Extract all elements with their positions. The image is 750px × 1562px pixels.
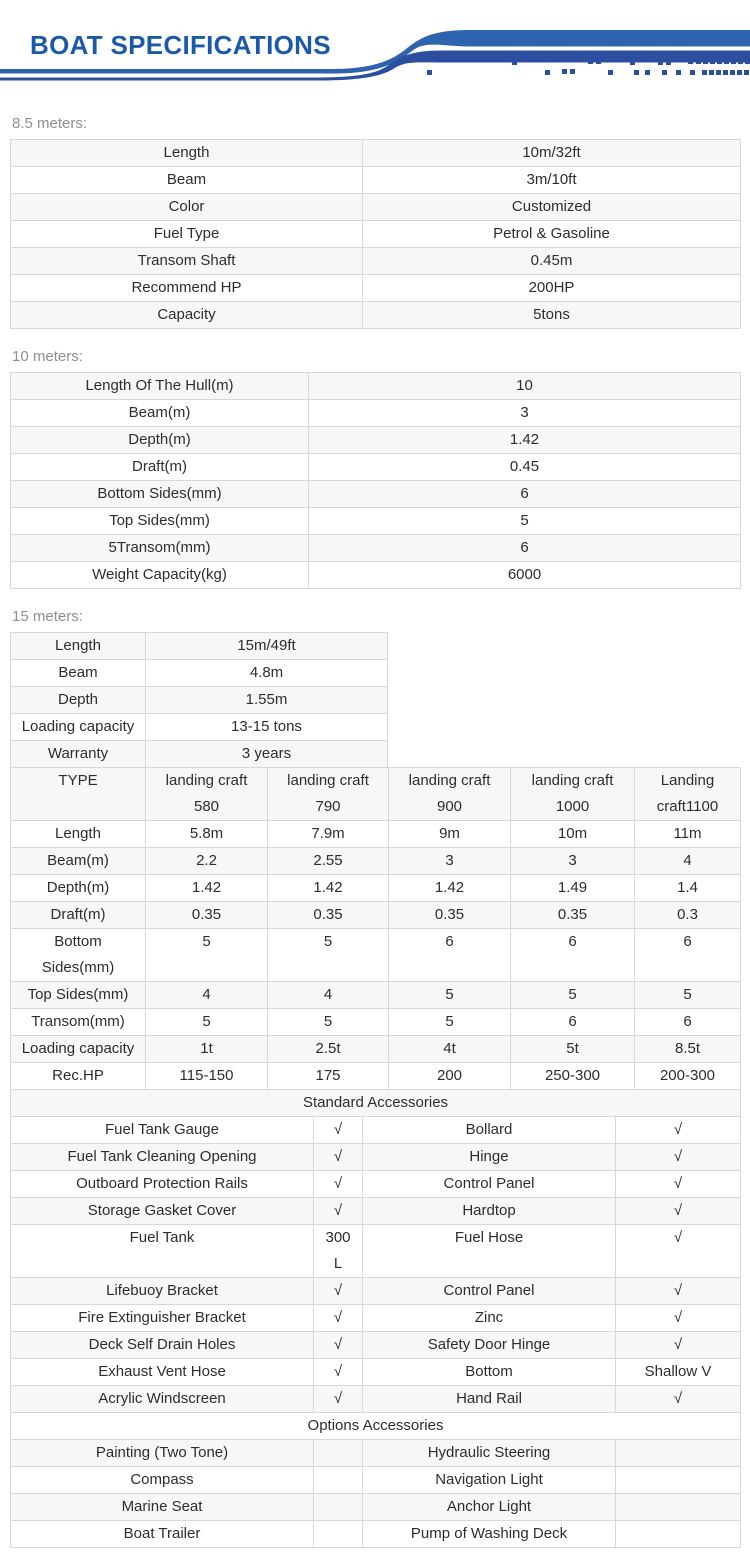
row-value-cell: Petrol & Gasoline [363, 221, 741, 248]
row-value-cell: 3 years [146, 741, 388, 768]
row-value-cell: 2.5t [268, 1036, 389, 1063]
table-row [11, 1494, 741, 1521]
row-label-cell: Loading capacity [11, 714, 146, 741]
table-row [11, 248, 741, 275]
table-row [11, 875, 741, 902]
table-row [11, 1036, 741, 1063]
row-value-cell: 5 [146, 1009, 268, 1036]
row-value-cell: 0.35 [511, 902, 635, 929]
spec-table-8-5-meters [10, 139, 741, 329]
table-row [11, 1225, 741, 1278]
row-value-cell: 115-150 [146, 1063, 268, 1090]
row-label-cell: 5Transom(mm) [11, 535, 309, 562]
row-value-cell: √ [616, 1386, 741, 1413]
table-row [11, 1171, 741, 1198]
row-value-cell: 200HP [363, 275, 741, 302]
row-label-cell: Beam(m) [11, 400, 309, 427]
table-row [11, 1332, 741, 1359]
row-value-cell: 6 [309, 535, 741, 562]
row-value-cell: 3m/10ft [363, 167, 741, 194]
row-label-cell: Length Of The Hull(m) [11, 373, 309, 400]
row-value-cell: Hinge [363, 1144, 616, 1171]
row-value-cell: √ [314, 1386, 363, 1413]
row-label-cell: Length [11, 633, 146, 660]
row-value-cell: 13-15 tons [146, 714, 388, 741]
table-row [11, 1305, 741, 1332]
row-value-cell: √ [314, 1117, 363, 1144]
row-value-cell: 6 [511, 929, 635, 982]
row-value-cell: 5 [511, 982, 635, 1009]
table-row [11, 741, 388, 768]
row-value-cell [616, 1521, 741, 1548]
row-label-cell: Draft(m) [11, 902, 146, 929]
row-label-cell: Beam(m) [11, 848, 146, 875]
row-label-cell: Depth [11, 687, 146, 714]
table-row [11, 1440, 741, 1467]
table-row [11, 1521, 741, 1548]
row-value-cell: √ [616, 1225, 741, 1278]
row-label-cell: Fuel Tank [11, 1225, 314, 1278]
row-value-cell: √ [616, 1278, 741, 1305]
table-row [11, 400, 741, 427]
row-value-cell: 5t [511, 1036, 635, 1063]
row-value-cell: √ [616, 1171, 741, 1198]
table-row [11, 1198, 741, 1225]
table-row [11, 633, 388, 660]
row-value-cell: 5 [268, 1009, 389, 1036]
row-label-cell: Boat Trailer [11, 1521, 314, 1548]
row-value-cell: 6 [511, 1009, 635, 1036]
row-label-cell: Draft(m) [11, 454, 309, 481]
row-value-cell: √ [314, 1332, 363, 1359]
row-value-cell: √ [314, 1305, 363, 1332]
row-value-cell: Bottom [363, 1359, 616, 1386]
row-value-cell: 1.4 [635, 875, 741, 902]
row-value-cell: 5 [389, 1009, 511, 1036]
header-cell: TYPE [11, 768, 146, 821]
row-label-cell: Weight Capacity(kg) [11, 562, 309, 589]
table-row [11, 302, 741, 329]
row-value-cell [616, 1467, 741, 1494]
row-value-cell: 10 [309, 373, 741, 400]
row-label-cell: Top Sides(mm) [11, 508, 309, 535]
row-label-cell: Storage Gasket Cover [11, 1198, 314, 1225]
row-value-cell: 6 [635, 1009, 741, 1036]
row-value-cell: √ [314, 1198, 363, 1225]
row-value-cell [314, 1521, 363, 1548]
row-value-cell: 6 [389, 929, 511, 982]
spec-table-15-meters [10, 632, 388, 768]
standard-accessories-header [11, 1090, 741, 1117]
row-value-cell: √ [616, 1144, 741, 1171]
table-row [11, 194, 741, 221]
section-label-10-meters: 10 meters: [12, 348, 83, 365]
row-label-cell: Length [11, 821, 146, 848]
table-row [11, 1009, 741, 1036]
row-value-cell: 175 [268, 1063, 389, 1090]
row-value-cell: 1.42 [309, 427, 741, 454]
header-cell: landing craft 790 [268, 768, 389, 821]
row-value-cell: Zinc [363, 1305, 616, 1332]
header-cell: landing craft 900 [389, 768, 511, 821]
row-label-cell: Lifebuoy Bracket [11, 1278, 314, 1305]
row-value-cell: 5 [635, 982, 741, 1009]
table-row [11, 714, 388, 741]
row-value-cell: 5 [389, 982, 511, 1009]
row-label-cell: Transom(mm) [11, 1009, 146, 1036]
row-value-cell: Hand Rail [363, 1386, 616, 1413]
table-row [11, 481, 741, 508]
row-value-cell: Shallow V [616, 1359, 741, 1386]
row-value-cell: 0.3 [635, 902, 741, 929]
row-label-cell: Loading capacity [11, 1036, 146, 1063]
row-label-cell: Color [11, 194, 363, 221]
row-label-cell: Fuel Tank Gauge [11, 1117, 314, 1144]
row-value-cell: 11m [635, 821, 741, 848]
row-label-cell: Beam [11, 167, 363, 194]
row-label-cell: Fire Extinguisher Bracket [11, 1305, 314, 1332]
row-label-cell: Bottom Sides(mm) [11, 929, 146, 982]
row-label-cell: Exhaust Vent Hose [11, 1359, 314, 1386]
row-value-cell: Hardtop [363, 1198, 616, 1225]
row-value-cell: 1.55m [146, 687, 388, 714]
table-row [11, 1359, 741, 1386]
row-value-cell: 1.42 [146, 875, 268, 902]
landing-craft-type-table [10, 767, 741, 1090]
row-value-cell: 6000 [309, 562, 741, 589]
row-value-cell: 0.35 [268, 902, 389, 929]
row-value-cell: 250-300 [511, 1063, 635, 1090]
row-label-cell: Acrylic Windscreen [11, 1386, 314, 1413]
table-row [11, 929, 741, 982]
row-value-cell: 4 [635, 848, 741, 875]
table-row [11, 1117, 741, 1144]
table-row [11, 373, 741, 400]
row-value-cell: √ [616, 1305, 741, 1332]
table-row [11, 562, 741, 589]
row-label-cell: Recommend HP [11, 275, 363, 302]
row-value-cell: 4t [389, 1036, 511, 1063]
page-header [0, 0, 750, 96]
row-label-cell: Compass [11, 1467, 314, 1494]
row-label-cell: Fuel Tank Cleaning Opening [11, 1144, 314, 1171]
section-label-8-5-meters: 8.5 meters: [12, 115, 88, 132]
row-value-cell [314, 1440, 363, 1467]
table-row [11, 1144, 741, 1171]
table-row [11, 167, 741, 194]
row-value-cell [314, 1494, 363, 1521]
table-row [11, 535, 741, 562]
row-value-cell: Safety Door Hinge [363, 1332, 616, 1359]
row-value-cell: √ [314, 1144, 363, 1171]
row-value-cell: √ [616, 1198, 741, 1225]
row-value-cell: 6 [309, 481, 741, 508]
standard-accessories-header-label: Standard Accessories [11, 1090, 741, 1117]
row-value-cell: 200-300 [635, 1063, 741, 1090]
table-row [11, 848, 741, 875]
row-value-cell [314, 1467, 363, 1494]
accessories-table [10, 1089, 741, 1548]
row-value-cell: Anchor Light [363, 1494, 616, 1521]
row-label-cell: Marine Seat [11, 1494, 314, 1521]
table-row [11, 427, 741, 454]
row-value-cell: 9m [389, 821, 511, 848]
table-row [11, 221, 741, 248]
row-label-cell: Beam [11, 660, 146, 687]
header-cell: landing craft 580 [146, 768, 268, 821]
row-value-cell: 1.42 [268, 875, 389, 902]
row-value-cell: 15m/49ft [146, 633, 388, 660]
row-value-cell: 5tons [363, 302, 741, 329]
row-value-cell: Navigation Light [363, 1467, 616, 1494]
table-row [11, 140, 741, 167]
row-value-cell: 3 [511, 848, 635, 875]
table-row [11, 508, 741, 535]
row-value-cell: 0.35 [389, 902, 511, 929]
table-row [11, 902, 741, 929]
table-header-row [11, 768, 741, 821]
spec-table-10-meters [10, 372, 741, 589]
row-value-cell: 0.35 [146, 902, 268, 929]
table-row [11, 1063, 741, 1090]
row-label-cell: Deck Self Drain Holes [11, 1332, 314, 1359]
row-value-cell: 7.9m [268, 821, 389, 848]
row-value-cell: 5.8m [146, 821, 268, 848]
table-row [11, 1386, 741, 1413]
table-row [11, 660, 388, 687]
row-value-cell: Pump of Washing Deck [363, 1521, 616, 1548]
row-value-cell: Control Panel [363, 1171, 616, 1198]
table-row [11, 982, 741, 1009]
row-value-cell: 4.8m [146, 660, 388, 687]
row-label-cell: Transom Shaft [11, 248, 363, 275]
row-value-cell: 3 [309, 400, 741, 427]
row-label-cell: Outboard Protection Rails [11, 1171, 314, 1198]
row-value-cell: √ [616, 1117, 741, 1144]
row-value-cell: √ [314, 1278, 363, 1305]
row-value-cell: Bollard [363, 1117, 616, 1144]
row-value-cell: √ [314, 1171, 363, 1198]
row-value-cell: 200 [389, 1063, 511, 1090]
row-label-cell: Depth(m) [11, 875, 146, 902]
row-value-cell: 0.45m [363, 248, 741, 275]
row-value-cell: 1.49 [511, 875, 635, 902]
header-cell: landing craft 1000 [511, 768, 635, 821]
page-title: BOAT SPECIFICATIONS [30, 30, 331, 60]
row-value-cell: 1t [146, 1036, 268, 1063]
row-value-cell: 10m/32ft [363, 140, 741, 167]
row-label-cell: Depth(m) [11, 427, 309, 454]
table-row [11, 275, 741, 302]
row-label-cell: Warranty [11, 741, 146, 768]
table-row [11, 454, 741, 481]
table-row [11, 1278, 741, 1305]
row-value-cell: 2.2 [146, 848, 268, 875]
options-accessories-header [11, 1413, 741, 1440]
options-accessories-header-label: Options Accessories [11, 1413, 741, 1440]
row-value-cell: √ [314, 1359, 363, 1386]
row-value-cell: Customized [363, 194, 741, 221]
table-row [11, 1467, 741, 1494]
row-value-cell: √ [616, 1332, 741, 1359]
row-value-cell: 1.42 [389, 875, 511, 902]
row-value-cell: Fuel Hose [363, 1225, 616, 1278]
row-label-cell: Painting (Two Tone) [11, 1440, 314, 1467]
row-label-cell: Length [11, 140, 363, 167]
row-value-cell: 10m [511, 821, 635, 848]
table-row [11, 687, 388, 714]
row-value-cell: 3 [389, 848, 511, 875]
row-value-cell: 2.55 [268, 848, 389, 875]
row-value-cell: 8.5t [635, 1036, 741, 1063]
row-label-cell: Bottom Sides(mm) [11, 481, 309, 508]
row-value-cell: 6 [635, 929, 741, 982]
row-label-cell: Top Sides(mm) [11, 982, 146, 1009]
row-label-cell: Capacity [11, 302, 363, 329]
row-value-cell: 5 [146, 929, 268, 982]
row-value-cell: 300L [314, 1225, 363, 1278]
row-label-cell: Rec.HP [11, 1063, 146, 1090]
table-row [11, 821, 741, 848]
row-value-cell [616, 1440, 741, 1467]
row-label-cell: Fuel Type [11, 221, 363, 248]
section-label-15-meters: 15 meters: [12, 608, 83, 625]
row-value-cell: 4 [146, 982, 268, 1009]
row-value-cell: 4 [268, 982, 389, 1009]
row-value-cell: Hydraulic Steering [363, 1440, 616, 1467]
row-value-cell: 5 [268, 929, 389, 982]
row-value-cell: 0.45 [309, 454, 741, 481]
row-value-cell: Control Panel [363, 1278, 616, 1305]
row-value-cell [616, 1494, 741, 1521]
header-cell: Landing craft1100 [635, 768, 741, 821]
row-value-cell: 5 [309, 508, 741, 535]
